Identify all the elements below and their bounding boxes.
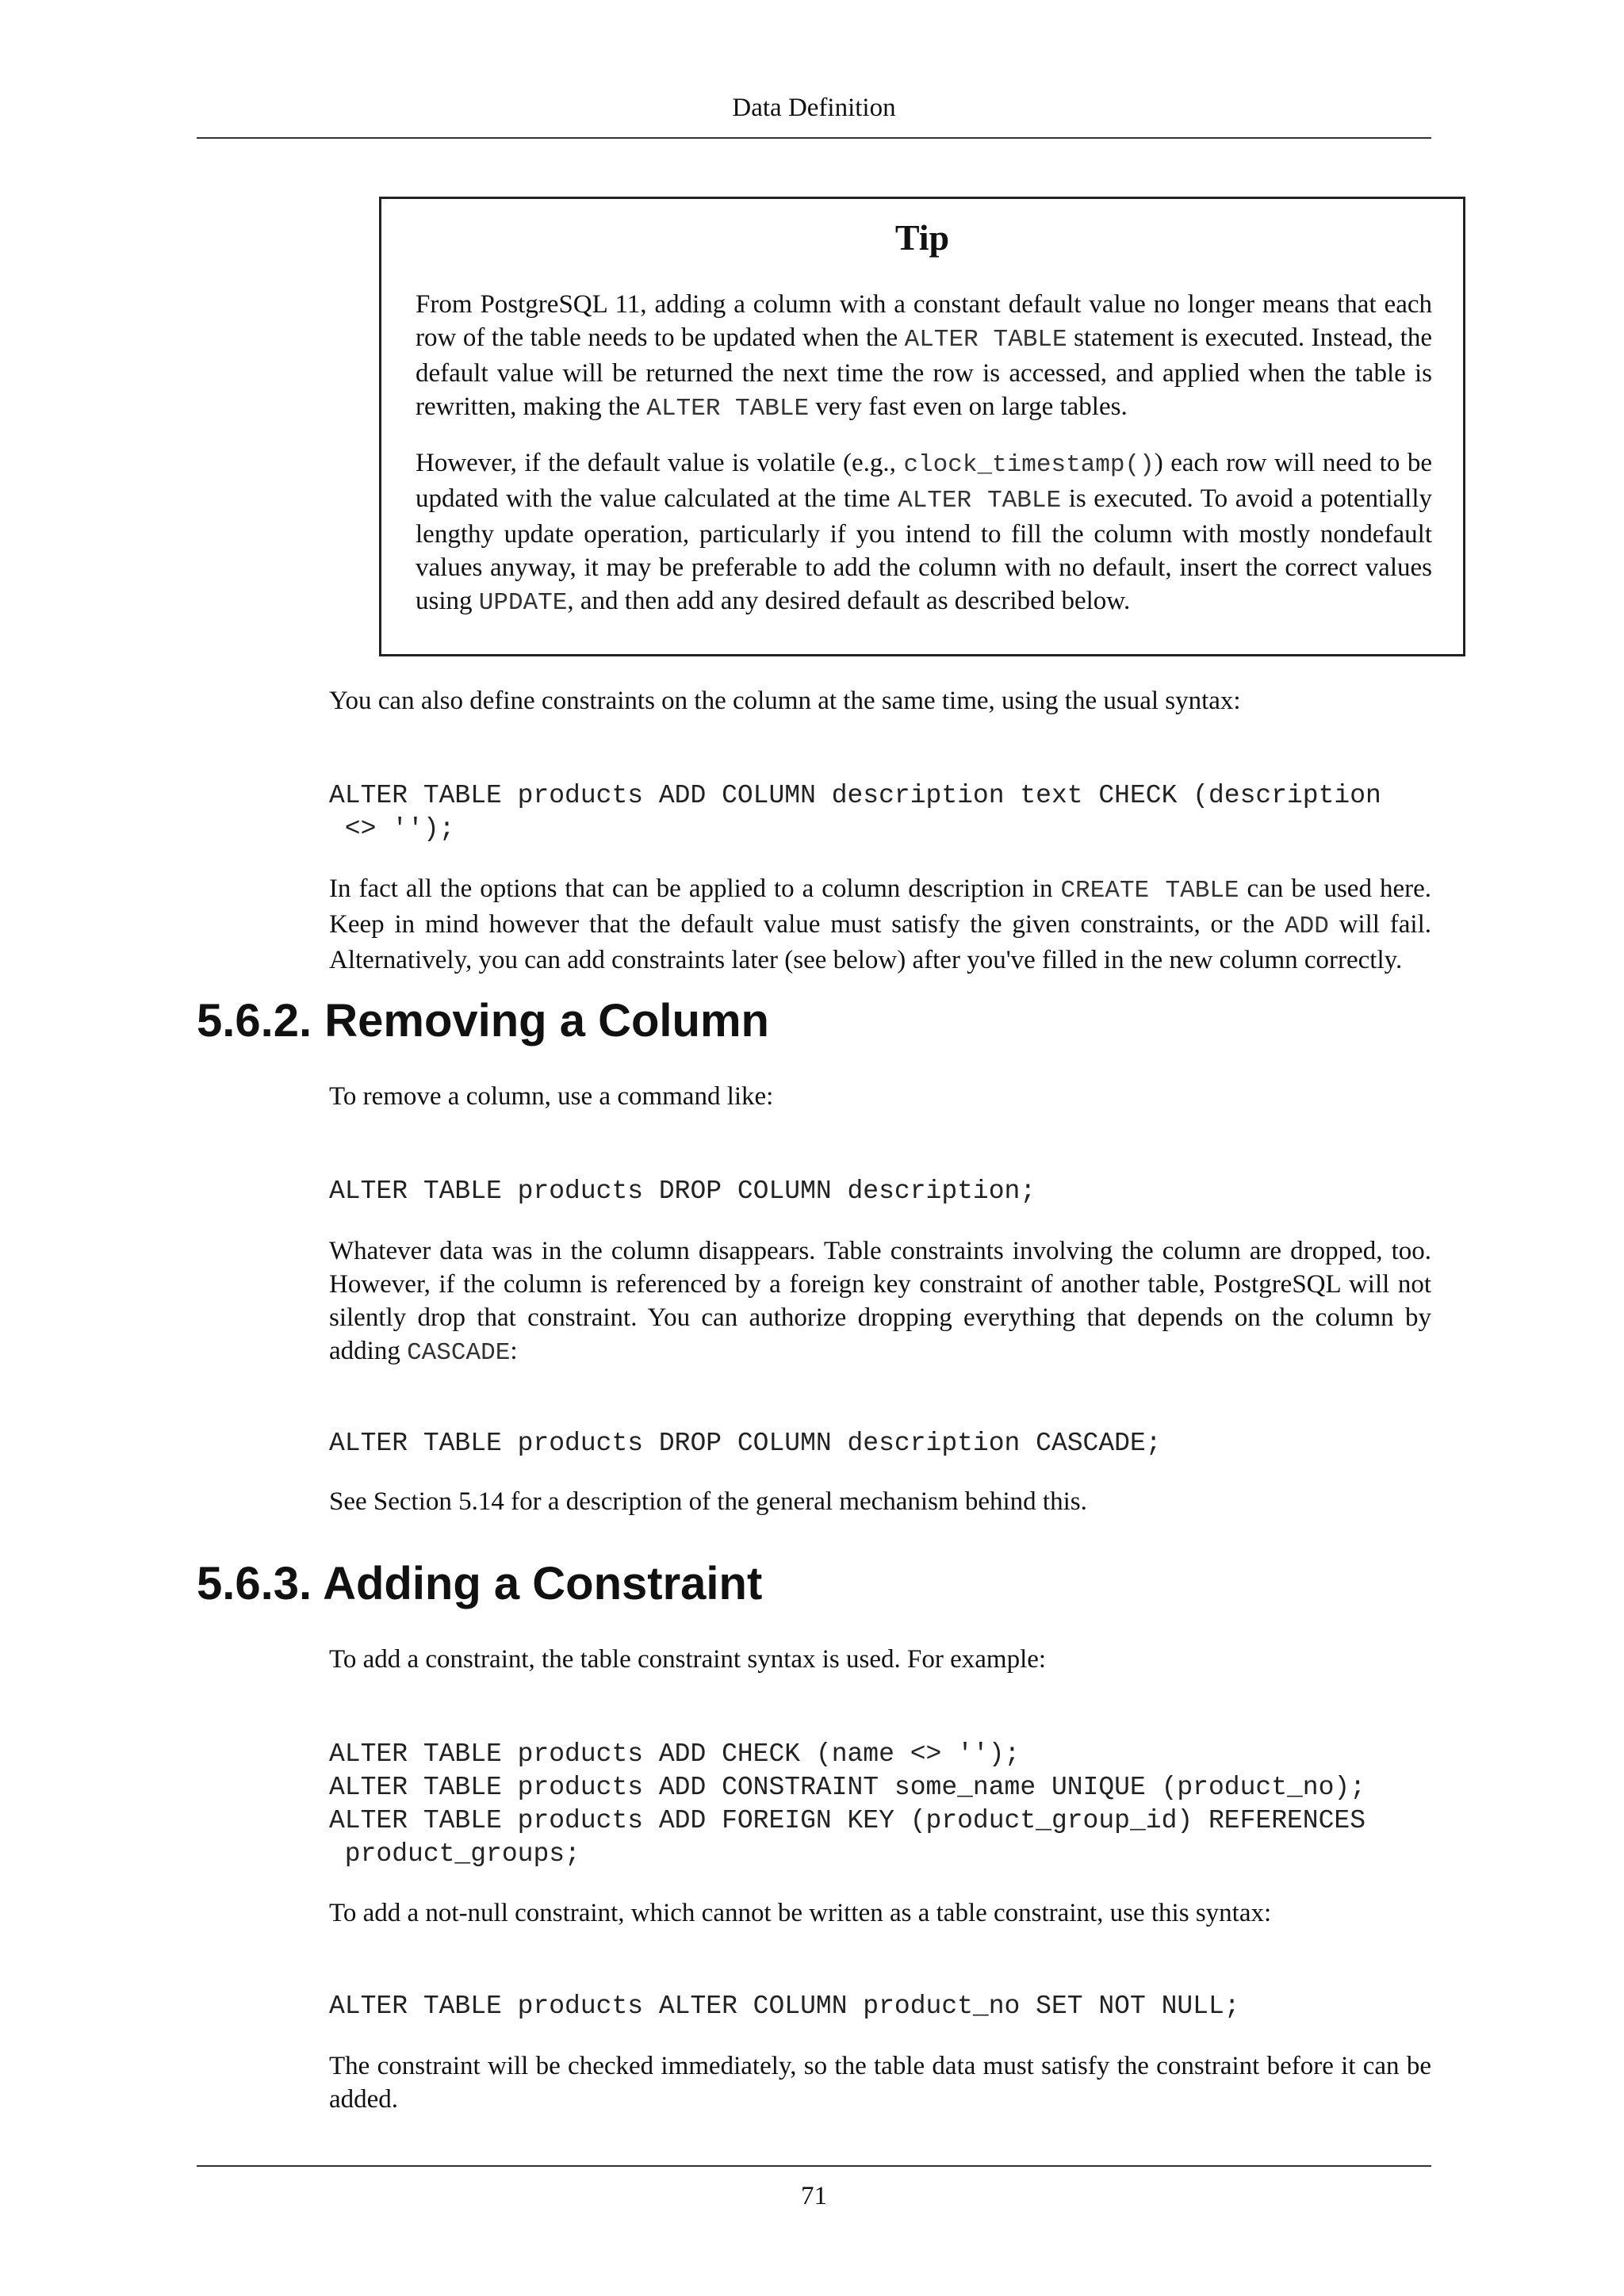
paragraph-see-section: See Section 5.14 for a description of the general mechanism behind this.: [329, 1487, 1087, 1516]
paragraph-checked: The constraint will be checked immediately, so the table data must satisfy the constraint before it can be added.: [329, 2052, 1431, 2114]
paragraph-in-fact: [329, 872, 1431, 977]
inline-code: ALTER TABLE: [898, 487, 1062, 515]
section-heading-removing-column: 5.6.2. Removing a Column: [197, 995, 769, 1047]
tip-box: [379, 197, 1465, 656]
paragraph-not-null-intro: To add a not-null constraint, which cannot be written as a table constraint, use this syntax:: [329, 1899, 1272, 1927]
code-not-null: ALTER TABLE products ALTER COLUMN product_no SET NOT NULL;: [329, 1992, 1240, 2021]
header-rule: [197, 137, 1431, 139]
inline-code: CREATE TABLE: [1060, 877, 1239, 905]
tip-paragraph-2: [416, 446, 1432, 620]
tip-title: Tip: [894, 217, 950, 258]
text-run: Whatever data was in the column disappears. Table constraints involving the column are dropped, too. However, if the column is referenced by a foreign key constraint of another table, PostgreSQL will not silently drop that constraint. You can authorize dropping everything that depends on the column by adding: [329, 1237, 1431, 1365]
footer-rule: [197, 2165, 1431, 2167]
text-run: However, if the default value is volatile (e.g.,: [416, 449, 904, 477]
paragraph-add-constraint-intro: To add a constraint, the table constraint syntax is used. For example:: [329, 1645, 1047, 1674]
inline-code: CASCADE: [407, 1339, 511, 1367]
text-run: very fast even on large tables.: [809, 392, 1128, 421]
paragraph-whatever-data: [329, 1234, 1431, 1370]
inline-code: ALTER TABLE: [904, 326, 1067, 354]
code-drop-cascade: ALTER TABLE products DROP COLUMN description CASCADE;: [329, 1429, 1162, 1458]
paragraph-remove-intro: To remove a column, use a command like:: [329, 1082, 774, 1111]
inline-code: ALTER TABLE: [646, 395, 810, 423]
running-header: Data Definition: [732, 94, 896, 122]
text-run: From PostgreSQL 11, adding a column with a constant default value no longer means that each row of the table needs to be updated when the: [416, 290, 1432, 352]
text-run: In fact all the options that can be applied to a column description in: [329, 874, 1061, 903]
inline-code: clock_timestamp(): [903, 451, 1155, 479]
text-run: :: [510, 1337, 518, 1365]
text-run: is executed. To avoid a potentially lengthy update operation, particularly if you intend to fill the column with mostly nondefault values anyway, it may be preferable to add the column with no default, insert the correct values using: [416, 484, 1433, 615]
inline-code: ADD: [1284, 913, 1329, 940]
code-add-constraints: ALTER TABLE products ADD CHECK (name <> ''); ALTER TABLE products ADD CONSTRAINT some_name UNIQUE (product_no); ALTER TABLE products ADD FOREIGN KEY (product_group_id) REFERENCES product_groups;: [329, 1739, 1366, 1869]
page-number: 71: [801, 2182, 827, 2210]
code-drop-column: ALTER TABLE products DROP COLUMN description;: [329, 1177, 1036, 1206]
text-run: , and then add any desired default as described below.: [567, 587, 1131, 615]
inline-code: UPDATE: [478, 589, 568, 617]
paragraph-constraints-intro: You can also define constraints on the column at the same time, using the usual syntax:: [329, 687, 1241, 715]
section-heading-adding-constraint: 5.6.3. Adding a Constraint: [197, 1558, 763, 1609]
tip-paragraph-1: [416, 288, 1432, 426]
code-add-column: ALTER TABLE products ADD COLUMN description text CHECK (description <> '');: [329, 781, 1381, 844]
text-run: will fail. Alternatively, you can add constraints later (see below) after you've filled in the new column correctly.: [329, 910, 1432, 974]
text-run: ) each row will need to be updated with the value calculated at the time: [416, 449, 1433, 513]
text-run: can be used here. Keep in mind however that the default value must satisfy the given constraints, or the: [329, 874, 1431, 939]
text-run: statement is executed. Instead, the default value will be returned the next time the row is accessed, and applied when the table is rewritten, making the: [416, 323, 1432, 421]
